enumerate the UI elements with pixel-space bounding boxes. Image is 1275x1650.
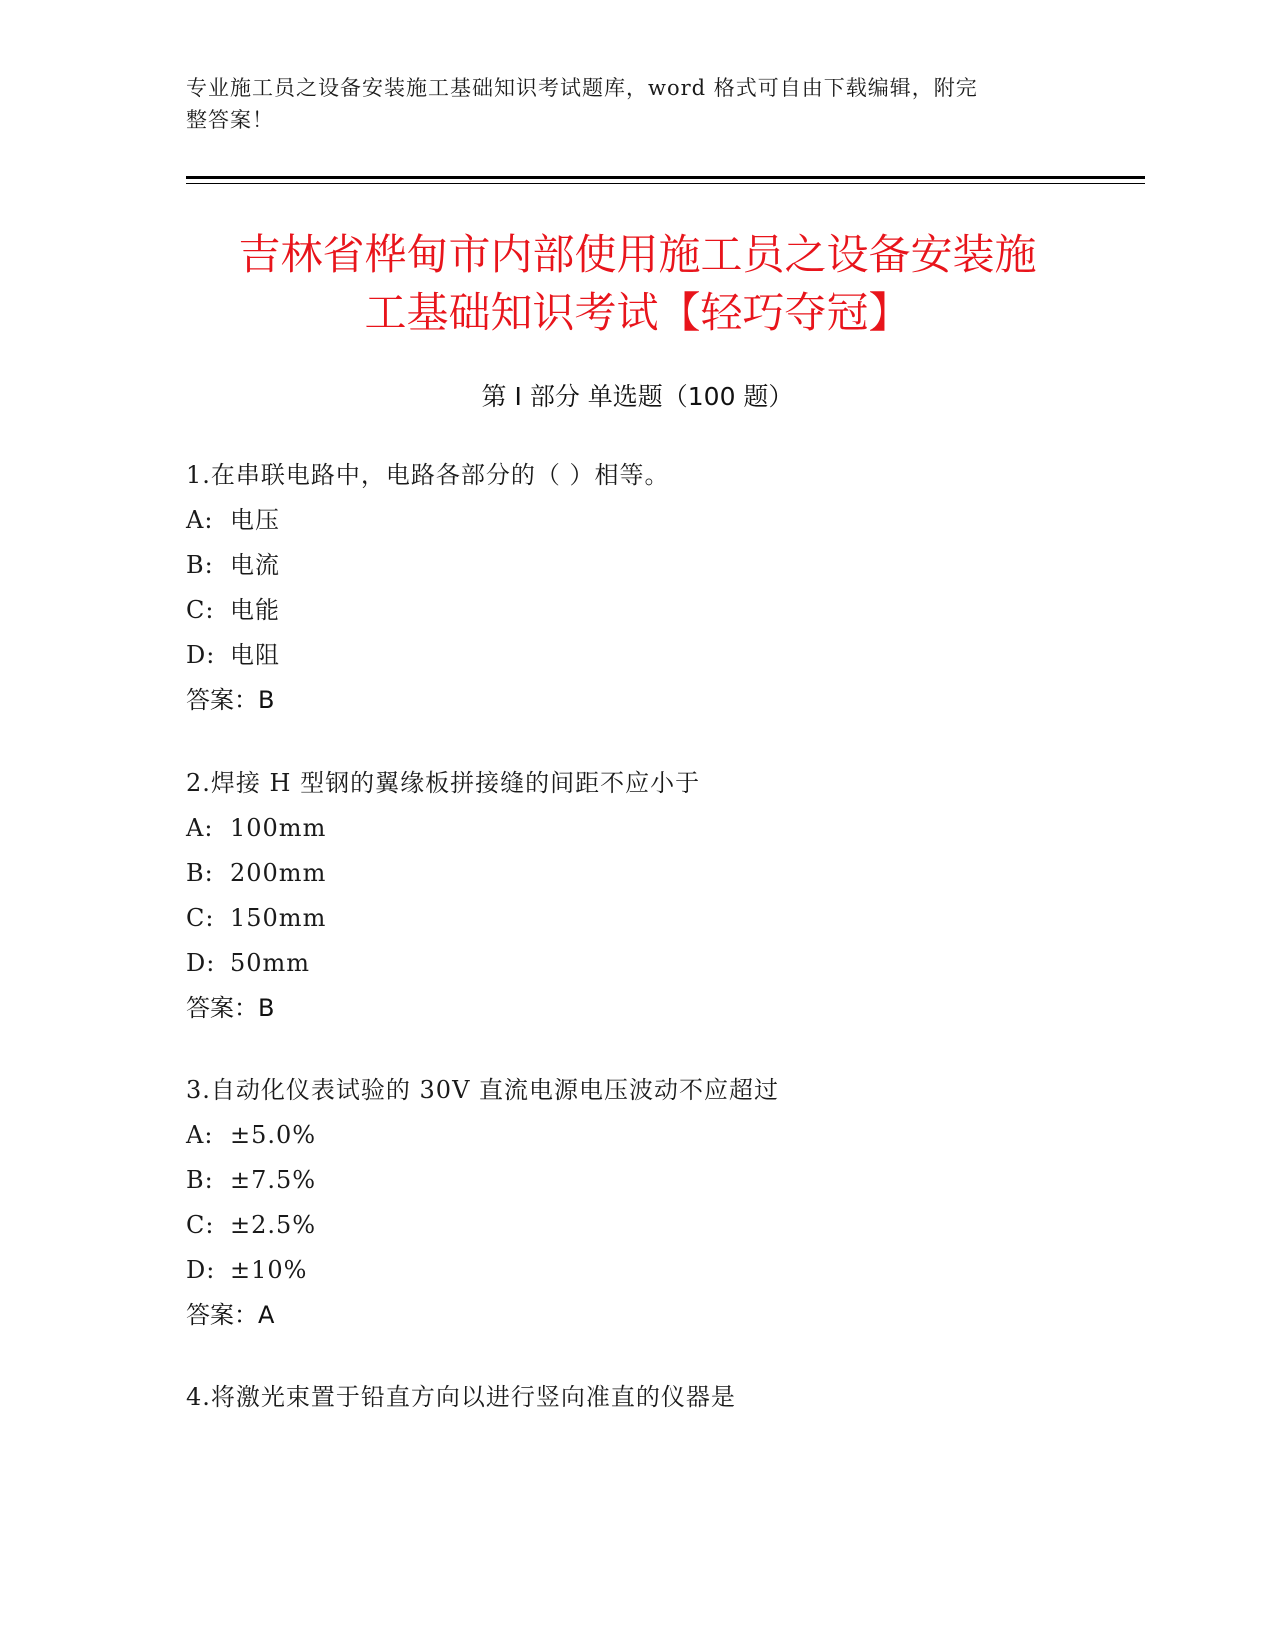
option-c <box>186 896 1086 941</box>
question-stem: 1.在串联电路中，电路各部分的（ ）相等。 <box>186 461 670 489</box>
option-d <box>186 1248 1086 1293</box>
document-title-line-2: 工基础知识考试【轻巧夺冠】 <box>364 288 911 337</box>
option-text: ±10% <box>230 1256 308 1284</box>
header-rule-thick <box>186 176 1145 179</box>
answer: 答案：A <box>186 1301 275 1329</box>
option-text: 50mm <box>230 949 311 977</box>
option-label: B: <box>186 551 214 579</box>
option-c <box>186 588 1086 633</box>
option-label: D: <box>186 1256 216 1284</box>
answer: 答案：B <box>186 994 275 1022</box>
option-label: C: <box>186 596 215 624</box>
document-title-line-1: 吉林省桦甸市内部使用施工员之设备安装施 <box>238 230 1037 279</box>
option-text: 200mm <box>230 859 327 887</box>
option-text: 150mm <box>230 904 327 932</box>
option-label: A: <box>186 1121 214 1149</box>
option-label: B: <box>186 1166 214 1194</box>
option-label: C: <box>186 1211 215 1239</box>
option-label: A: <box>186 814 214 842</box>
option-d <box>186 633 1086 678</box>
option-c <box>186 1203 1086 1248</box>
option-a <box>186 498 1086 543</box>
option-text: 电阻 <box>230 641 280 669</box>
option-text: 电压 <box>230 506 280 534</box>
header-note-line-2: 整答案！ <box>186 108 274 132</box>
question-stem: 3.自动化仪表试验的 30V 直流电源电压波动不应超过 <box>186 1076 780 1104</box>
question-stem: 4.将激光束置于铅直方向以进行竖向准直的仪器是 <box>186 1383 736 1411</box>
option-label: A: <box>186 506 214 534</box>
answer: 答案：B <box>186 686 275 714</box>
option-b <box>186 543 1086 588</box>
option-label: C: <box>186 904 215 932</box>
question-2 <box>186 761 1086 1031</box>
option-label: D: <box>186 641 216 669</box>
option-a <box>186 806 1086 851</box>
question-1 <box>186 453 1086 723</box>
header-rule-thin <box>186 183 1145 184</box>
option-b <box>186 851 1086 896</box>
document-title <box>186 226 1089 342</box>
option-text: ±5.0% <box>230 1121 317 1149</box>
option-text: 电能 <box>230 596 280 624</box>
header-note <box>186 72 1066 136</box>
option-label: B: <box>186 859 214 887</box>
option-b <box>186 1158 1086 1203</box>
question-4 <box>186 1375 1086 1420</box>
option-d <box>186 941 1086 986</box>
option-label: D: <box>186 949 216 977</box>
option-a <box>186 1113 1086 1158</box>
section-title: 第 I 部分 单选题（100 题） <box>481 382 794 411</box>
option-text: ±7.5% <box>230 1166 317 1194</box>
option-text: 100mm <box>230 814 327 842</box>
header-note-line-1: 专业施工员之设备安装施工基础知识考试题库，word 格式可自由下载编辑，附完 <box>186 76 978 100</box>
option-text: ±2.5% <box>230 1211 317 1239</box>
question-stem: 2.焊接 H 型钢的翼缘板拼接缝的间距不应小于 <box>186 769 701 797</box>
question-3 <box>186 1068 1086 1338</box>
option-text: 电流 <box>230 551 280 579</box>
